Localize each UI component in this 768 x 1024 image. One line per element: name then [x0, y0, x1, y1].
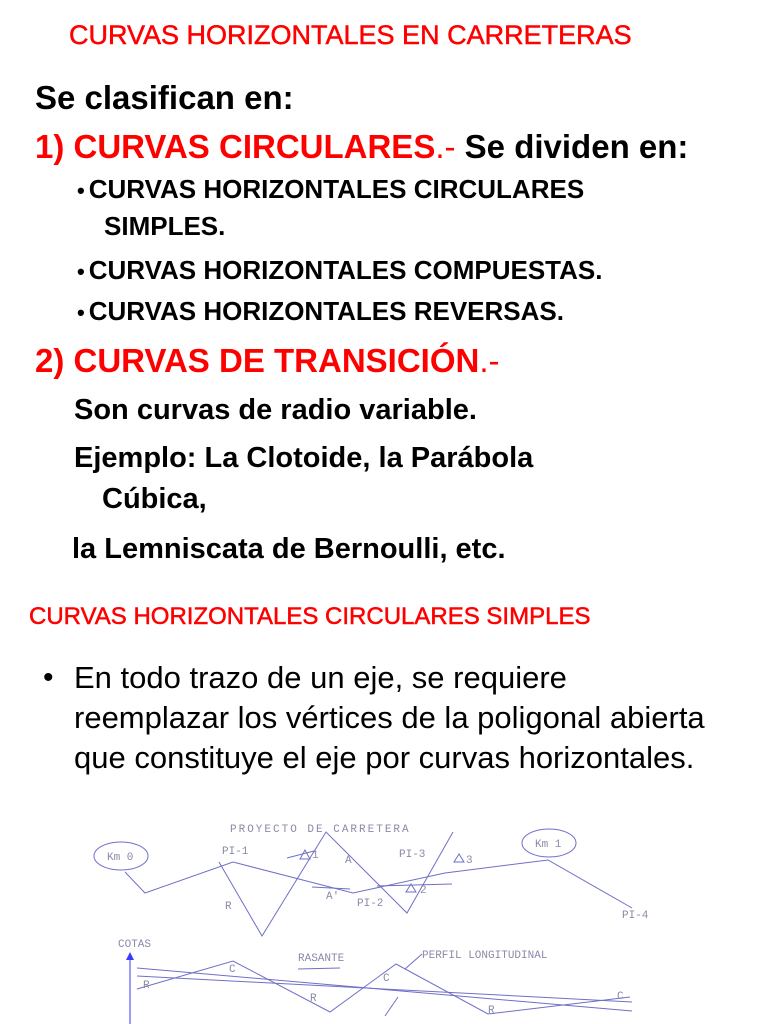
section-1-rest: Se dividen en: — [464, 128, 689, 165]
section-2-line-4: la Lemniscata de Bernoulli, etc. — [72, 533, 506, 565]
pi3-label: PI-3 — [399, 849, 426, 861]
r-label-4: R — [488, 1005, 495, 1017]
c-label-1: C — [229, 964, 236, 976]
bullet-text-2: CURVAS HORIZONTALES COMPUESTAS. — [88, 255, 603, 285]
km0-label: Km 0 — [107, 852, 134, 864]
a-prime-label: A' — [326, 891, 340, 903]
perfil-label: PERFIL LONGITUDINAL — [422, 950, 548, 962]
section-1-number: 1) — [35, 128, 65, 165]
section-2-sep: .- — [479, 342, 500, 379]
cotas-label: COTAS — [118, 939, 152, 951]
bullet-text-3: CURVAS HORIZONTALES REVERSAS. — [88, 296, 564, 326]
terreno-line — [137, 961, 630, 1014]
pi4-label: PI-4 — [622, 910, 649, 922]
section-1-name: CURVAS CIRCULARES — [73, 128, 436, 165]
bullet-item-1 — [77, 174, 584, 205]
pi1-label: PI-1 — [222, 846, 249, 858]
bullet-dot-icon: • — [43, 661, 54, 694]
pi2-label: PI-2 — [357, 898, 384, 910]
bullet-item-1-cont: SIMPLES. — [104, 211, 226, 241]
bullet-item-3 — [77, 296, 564, 327]
section-2-heading — [35, 342, 500, 380]
c-label-3: C — [617, 991, 624, 1003]
section-2-line-1: Son curvas de radio variable. — [74, 394, 477, 426]
classify-heading: Se clasifican en: — [35, 79, 294, 116]
tangent-lines — [219, 832, 453, 936]
rasante-label: RASANTE — [298, 953, 345, 965]
section-subtitle: CURVAS HORIZONTALES CIRCULARES SIMPLES — [29, 603, 591, 630]
section-2-name: CURVAS DE TRANSICIÓN — [73, 342, 480, 379]
bullet-item-2 — [77, 255, 602, 286]
r-label: R — [225, 901, 232, 913]
a-label: A — [345, 855, 352, 867]
section-2-line-2: Ejemplo: La Clotoide, la Parábola — [74, 442, 534, 474]
section-2-number: 2) — [35, 342, 65, 379]
bullet-dot-icon: • — [77, 300, 85, 325]
section-2-line-3: Cúbica, — [102, 483, 207, 515]
delta1-label: 1 — [312, 850, 319, 862]
c-label-2: C — [383, 973, 390, 985]
body-paragraph: En todo trazo de un eje, se requiere reemplazar los vértices de la poligonal abierta que constituye el eje por curvas horizontales. — [74, 660, 705, 775]
section-1-heading — [35, 128, 688, 166]
bullet-dot-icon: • — [77, 259, 85, 284]
section-1-sep: .- — [435, 128, 456, 165]
delta2-label: 2 — [420, 885, 427, 897]
diagram-title: PROYECTO DE CARRETERA — [230, 824, 411, 836]
bullet-text-1: CURVAS HORIZONTALES CIRCULARES — [88, 174, 585, 204]
r-label-3: R — [310, 993, 317, 1005]
delta3-icon — [454, 854, 464, 862]
delta3-label: 3 — [466, 855, 473, 867]
bullet-dot-icon: • — [77, 178, 85, 203]
km1-label: Km 1 — [535, 839, 562, 851]
page-title: CURVAS HORIZONTALES EN CARRETERAS — [69, 20, 632, 50]
road-diagram — [0, 814, 768, 1024]
r-label-2: R — [143, 980, 150, 992]
